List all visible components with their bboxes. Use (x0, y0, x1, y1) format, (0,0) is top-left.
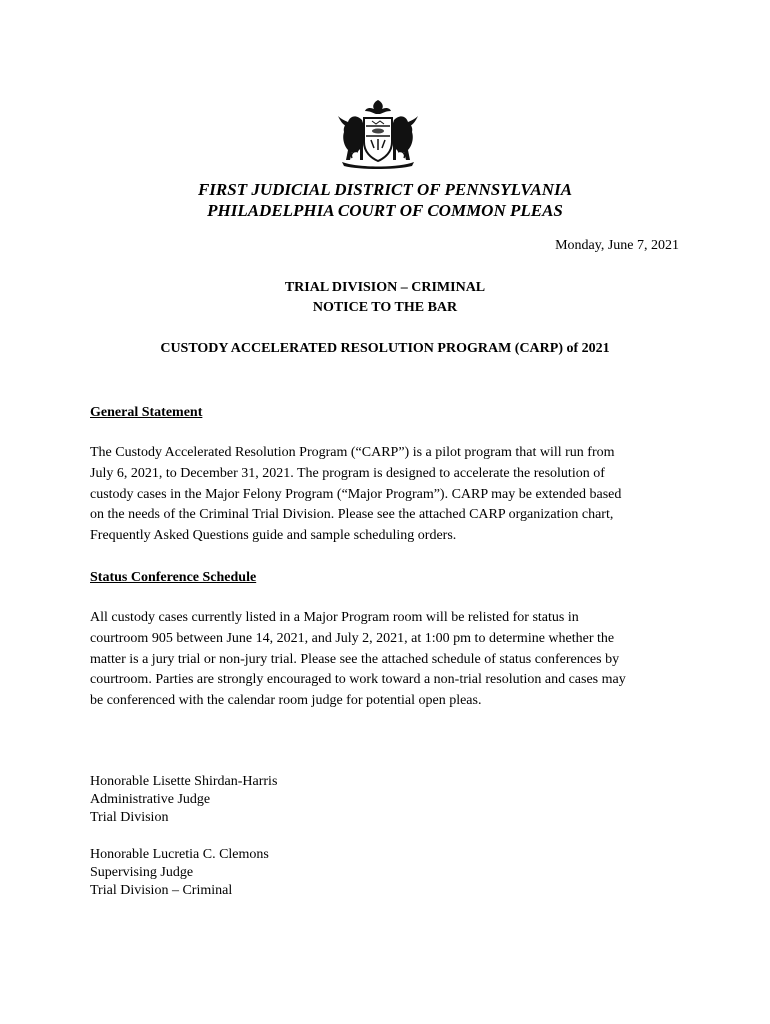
status-conference-paragraph (90, 608, 690, 712)
general-statement-paragraph (90, 443, 690, 547)
court-district-title: FIRST JUDICIAL DISTRICT OF PENNSYLVANIA (197, 180, 573, 199)
signature-block-supervising-judge (90, 846, 269, 900)
judge-name: Honorable Lisette Shirdan-Harris (90, 774, 278, 789)
section-heading-status-conference: Status Conference Schedule (90, 570, 257, 585)
judge-division: Trial Division – Criminal (90, 883, 233, 898)
signature-block-administrative-judge (90, 773, 277, 827)
paragraph-line: courtroom. Parties are strongly encouraged to work toward a non-trial resolution and cases may (90, 672, 626, 688)
notice-date: Monday, June 7, 2021 (555, 238, 679, 253)
judge-title: Administrative Judge (90, 792, 211, 807)
court-name-title: PHILADELPHIA COURT OF COMMON PLEAS (207, 201, 563, 220)
pennsylvania-coat-of-arms-icon (328, 98, 428, 170)
notice-type: NOTICE TO THE BAR (312, 300, 458, 315)
paragraph-line: July 6, 2021, to December 31, 2021. The program is designed to accelerate the resolution of (90, 465, 605, 481)
section-heading-general-statement: General Statement (90, 405, 203, 420)
paragraph-line: The Custody Accelerated Resolution Program (“CARP”) is a pilot program that will run from (90, 445, 615, 460)
judge-division: Trial Division (90, 810, 169, 825)
paragraph-line: on the needs of the Criminal Trial Division. Please see the attached CARP organization chart, (90, 507, 614, 523)
paragraph-line: be conferenced with the calendar room judge for potential open pleas. (90, 693, 482, 709)
paragraph-line: matter is a jury trial or non-jury trial. Please see the attached schedule of status conferences by (90, 651, 620, 667)
division-title: TRIAL DIVISION – CRIMINAL (284, 280, 486, 295)
paragraph-line: custody cases in the Major Felony Program (“Major Program”). CARP may be extended based (90, 486, 622, 502)
paragraph-line: Frequently Asked Questions guide and sample scheduling orders. (90, 528, 457, 544)
judge-title: Supervising Judge (90, 865, 194, 880)
paragraph-line: All custody cases currently listed in a Major Program room will be relisted for status in (90, 610, 579, 625)
paragraph-line: courtroom 905 between June 14, 2021, and July 2, 2021, at 1:00 pm to determine whether the (90, 630, 615, 646)
judge-name: Honorable Lucretia C. Clemons (90, 847, 269, 862)
program-title: CUSTODY ACCELERATED RESOLUTION PROGRAM (CARP) of 2021 (160, 341, 610, 356)
